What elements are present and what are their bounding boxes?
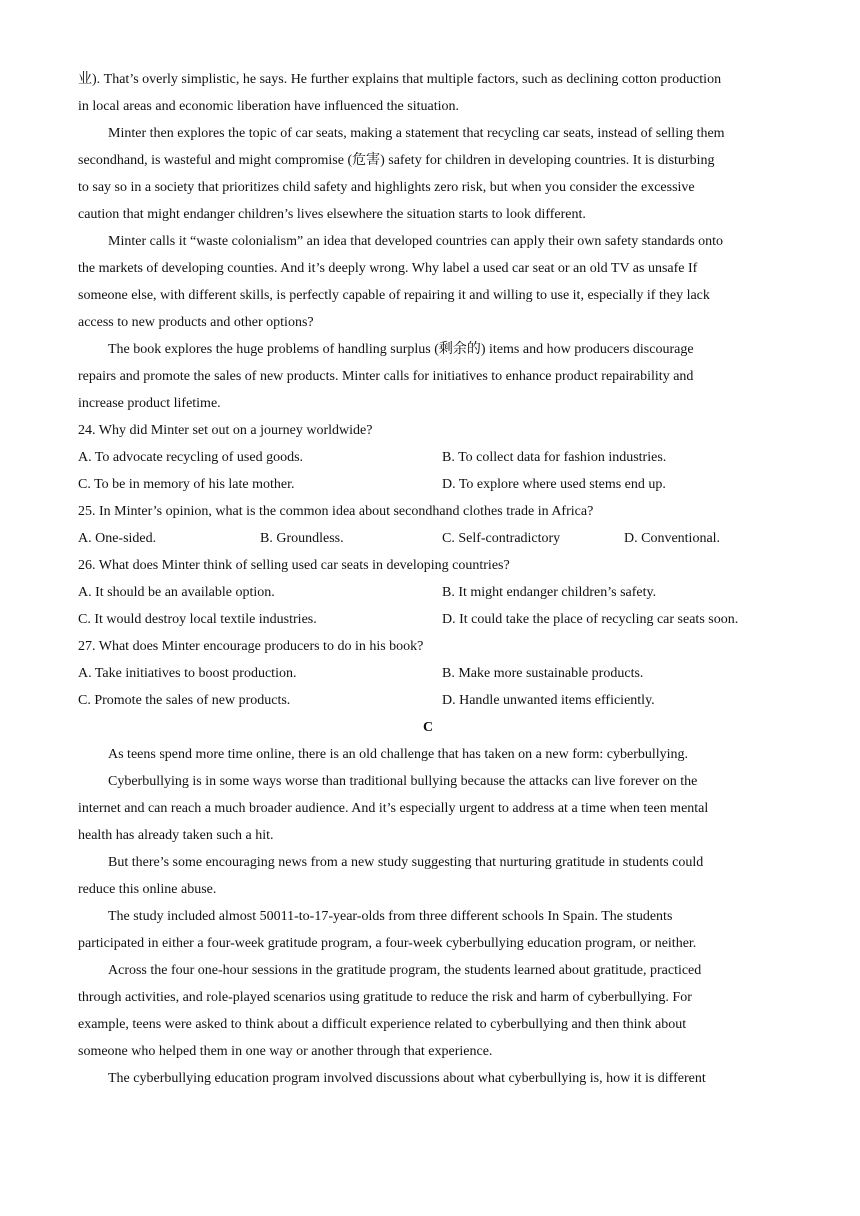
passage-c-paragraph: [78, 849, 778, 903]
option-d: D. Conventional.: [624, 531, 721, 546]
option-c: C. It would destroy local textile industries.: [78, 612, 317, 627]
text-line: someone who helped them in one way or another through that experience.: [78, 1044, 493, 1059]
options-row: [78, 471, 778, 498]
question-stem: 27. What does Minter encourage producers to do in his book?: [78, 639, 424, 654]
document-page: [78, 66, 778, 1092]
passage-b-paragraph: [78, 336, 778, 417]
options-row: [78, 444, 778, 471]
question-stem: 24. Why did Minter set out on a journey worldwide?: [78, 423, 373, 438]
option-d: D. Handle unwanted items efficiently.: [442, 693, 655, 708]
option-b: B. It might endanger children’s safety.: [442, 585, 657, 600]
text-line: caution that might endanger children’s lives elsewhere the situation starts to look different.: [78, 207, 586, 222]
option-b: B. Make more sustainable products.: [442, 666, 644, 681]
option-a: A. One-sided.: [78, 531, 157, 546]
option-d: D. It could take the place of recycling car seats soon.: [442, 612, 739, 627]
text-line: secondhand, is wasteful and might compromise (危害) safety for children in developing countries. It is disturbing: [78, 153, 715, 168]
text-line: access to new products and other options?: [78, 315, 314, 330]
option-a: A. Take initiatives to boost production.: [78, 666, 297, 681]
passage-c-paragraph: [78, 768, 778, 849]
question-stem: 25. In Minter’s opinion, what is the common idea about secondhand clothes trade in Africa?: [78, 504, 594, 519]
option-b: B. Groundless.: [260, 531, 344, 546]
text-line: the markets of developing counties. And it’s deeply wrong. Why label a used car seat or an old TV as unsafe If: [78, 261, 698, 276]
text-line: Minter calls it “waste colonialism” an idea that developed countries can apply their own safety standards onto: [108, 234, 724, 249]
question-27: [78, 633, 778, 714]
options-row: [78, 687, 778, 714]
question-stem: 26. What does Minter think of selling used car seats in developing countries?: [78, 558, 510, 573]
text-line: someone else, with different skills, is perfectly capable of repairing it and willing to use it, especially if they lack: [78, 288, 710, 303]
passage-b-paragraph: [78, 228, 778, 336]
text-line: 业). That’s overly simplistic, he says. He further explains that multiple factors, such as declining cotton production: [78, 72, 722, 87]
text-line: As teens spend more time online, there is an old challenge that has taken on a new form: cyberbullying.: [108, 747, 689, 762]
text-line: reduce this online abuse.: [78, 882, 217, 897]
text-line: But there’s some encouraging news from a new study suggesting that nurturing gratitude in students could: [108, 855, 704, 870]
text-line: participated in either a four-week gratitude program, a four-week cyberbullying education program, or neither.: [78, 936, 697, 951]
option-a: A. It should be an available option.: [78, 585, 275, 600]
text-line: health has already taken such a hit.: [78, 828, 274, 843]
option-a: A. To advocate recycling of used goods.: [78, 450, 304, 465]
text-line: The cyberbullying education program involved discussions about what cyberbullying is, how it is different: [108, 1071, 706, 1086]
text-line: Across the four one-hour sessions in the gratitude program, the students learned about gratitude, practiced: [108, 963, 702, 978]
passage-c-paragraph: [78, 957, 778, 1065]
text-line: The book explores the huge problems of handling surplus (剩余的) items and how producers discourage: [108, 342, 694, 357]
options-row: [78, 660, 778, 687]
option-b: B. To collect data for fashion industries.: [442, 450, 667, 465]
text-line: example, teens were asked to think about a difficult experience related to cyberbullying and then think about: [78, 1017, 687, 1032]
passage-c-paragraph: [78, 903, 778, 957]
text-line: to say so in a society that prioritizes child safety and highlights zero risk, but when you consider the excessive: [78, 180, 695, 195]
passage-c-paragraph: [78, 741, 778, 768]
text-line: increase product lifetime.: [78, 396, 221, 411]
option-c: C. Promote the sales of new products.: [78, 693, 291, 708]
option-c: C. Self-contradictory: [442, 531, 561, 546]
passage-b-paragraph: [78, 66, 778, 120]
text-line: The study included almost 50011-to-17-year-olds from three different schools In Spain. The students: [108, 909, 673, 924]
text-line: Cyberbullying is in some ways worse than traditional bullying because the attacks can live forever on the: [108, 774, 698, 789]
passage-c-paragraph: [78, 1065, 778, 1092]
option-c: C. To be in memory of his late mother.: [78, 477, 295, 492]
text-line: through activities, and role-played scenarios using gratitude to reduce the risk and harm of cyberbullying. For: [78, 990, 692, 1005]
options-row: [78, 579, 778, 606]
section-heading: C: [422, 720, 434, 735]
options-row: [78, 606, 778, 633]
question-26: [78, 552, 778, 633]
question-24: [78, 417, 778, 498]
text-line: Minter then explores the topic of car seats, making a statement that recycling car seats, instead of selling them: [108, 126, 725, 141]
passage-b-paragraph: [78, 120, 778, 228]
text-line: internet and can reach a much broader audience. And it’s especially urgent to address at a time when teen mental: [78, 801, 709, 816]
options-row: [78, 525, 778, 552]
option-d: D. To explore where used stems end up.: [442, 477, 666, 492]
text-line: repairs and promote the sales of new products. Minter calls for initiatives to enhance product repairability and: [78, 369, 694, 384]
question-25: [78, 498, 778, 552]
text-line: in local areas and economic liberation have influenced the situation.: [78, 99, 459, 114]
